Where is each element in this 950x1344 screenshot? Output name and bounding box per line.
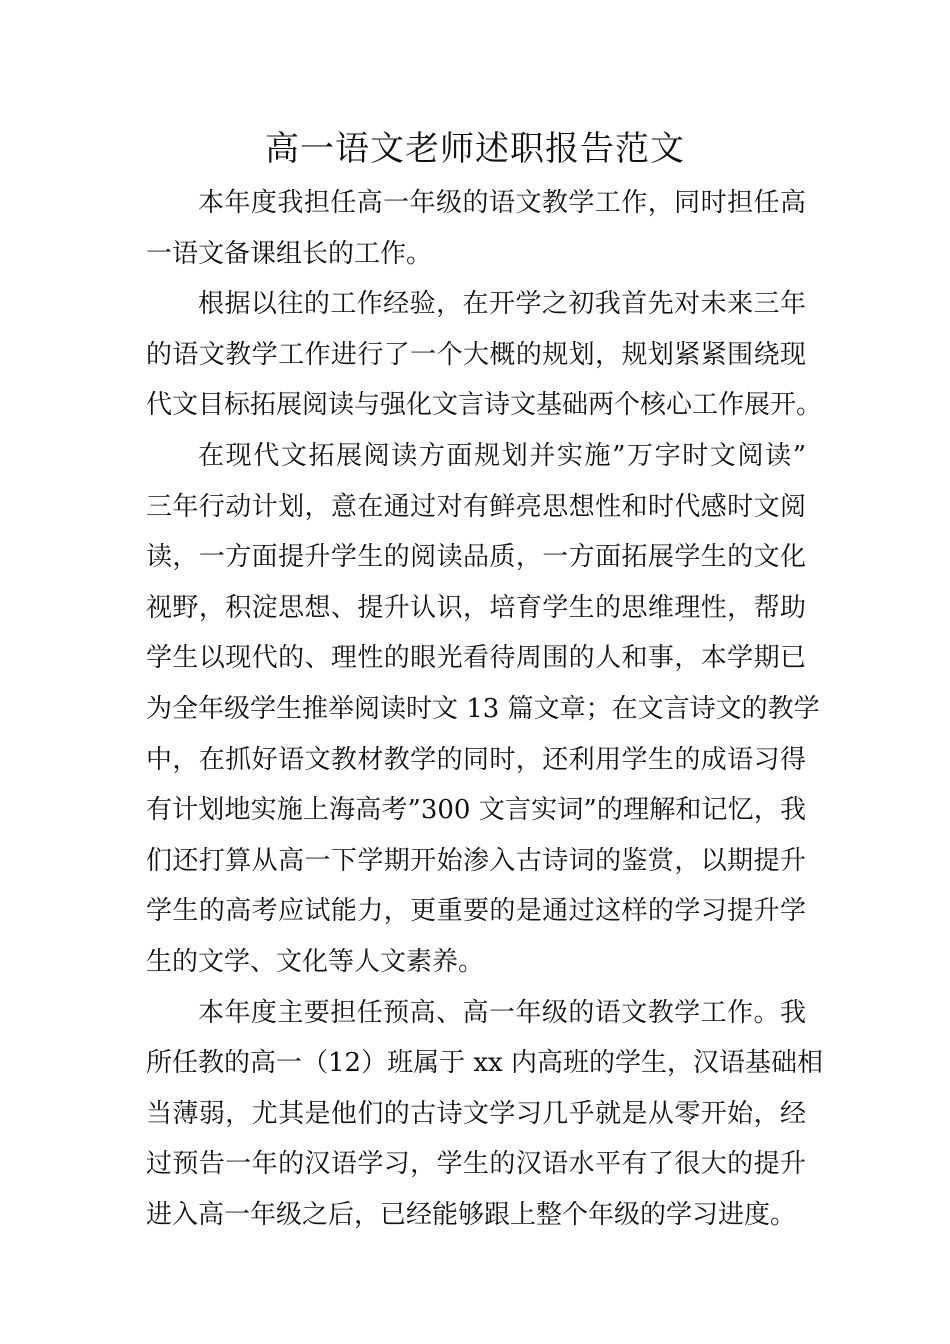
text-line: 生的文学、文化等人文素养。: [146, 946, 485, 977]
text-line: 中，在抓好语文教材教学的同时，还利用学生的成语习得: [146, 744, 806, 775]
text-line: 为全年级学生推举阅读时文 13 篇文章；在文言诗文的教学: [146, 693, 820, 724]
text-line: 过预告一年的汉语学习，学生的汉语水平有了很大的提升: [146, 1149, 806, 1180]
text-line: 进入高一年级之后，已经能够跟上整个年级的学习进度。: [146, 1199, 797, 1230]
text-line: 有计划地实施上海高考”300 文言实词”的理解和记忆，我: [146, 795, 806, 826]
text-line: 视野，积淀思想、提升认识，培育学生的思维理性，帮助: [146, 592, 806, 623]
document-body: [146, 178, 823, 1240]
text-line: 读，一方面提升学生的阅读品质，一方面拓展学生的文化: [146, 542, 806, 573]
text-line: 代文目标拓展阅读与强化文言诗文基础两个核心工作展开。: [146, 390, 823, 421]
paragraph-1: [146, 178, 806, 279]
text-line: 们还打算从高一下学期开始渗入古诗词的鉴赏，以期提升: [146, 845, 806, 876]
paragraph-2: [146, 279, 823, 431]
text-line: 根据以往的工作经验，在开学之初我首先对未来三年: [198, 289, 806, 320]
text-line: 本年度我担任高一年级的语文教学工作，同时担任高: [198, 188, 806, 218]
text-line: 的语文教学工作进行了一个大概的规划，规划紧紧围绕现: [146, 339, 806, 370]
text-line: 三年行动计划，意在通过对有鲜亮思想性和时代感时文阅: [146, 491, 806, 522]
paragraph-3: [146, 431, 820, 988]
text-line: 本年度主要担任预高、高一年级的语文教学工作。我: [198, 997, 806, 1028]
text-line: 所任教的高一（12）班属于 xx 内高班的学生，汉语基础相: [146, 1048, 823, 1079]
text-line: 一语文备课组长的工作。: [146, 238, 433, 269]
paragraph-4: [146, 988, 823, 1241]
text-line: 当薄弱，尤其是他们的古诗文学习几乎就是从零开始，经: [146, 1098, 806, 1129]
document-title: 高一语文老师述职报告范文: [265, 129, 685, 169]
text-line: 学生以现代的、理性的眼光看待周围的人和事，本学期已: [146, 643, 806, 674]
text-line: 在现代文拓展阅读方面规划并实施”万字时文阅读”: [198, 440, 806, 471]
text-line: 学生的高考应试能力，更重要的是通过这样的学习提升学: [146, 896, 806, 927]
